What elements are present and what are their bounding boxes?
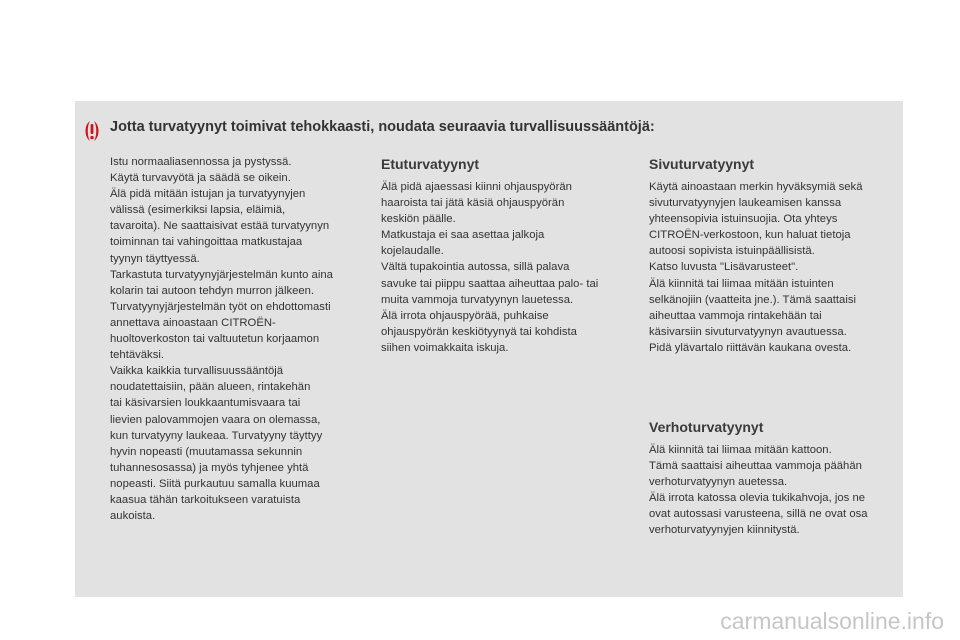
front-airbags-title: Etuturvatyynyt — [381, 156, 480, 172]
general-rules-text: Istu normaaliasennossa ja pystyssä. Käytä turvavyötä ja säädä se oikein. Älä pidä mitään istujan ja turvatyynyjen välissä (esimerkiksi lapsia, eläimiä, tavaroita). Ne saattaisivat estää turvatyynyn toiminnan tai vahingoittaa matkustajaa tyynyn täyttyessä. Tarkastuta turvatyynyjärjestelmän kunto aina kolarin tai autoon tehdyn murron jälkeen. Turvatyynyjärjestelmän työt on ehdottomasti annettava ainoastaan CITROËN- huoltoverkoston tai valtuutetun korjaamon tehtäväksi. Vaikka kaikkia turvallisuussääntöjä noudatettaisiin, pään alueen, rintakehän tai käsivarsien loukkaantumisvaara tai lievien palovammojen vaara on olemassa, kun turvatyyny laukeaa. Turvatyyny täyttyy hyvin nopeasti (muutamassa sekunnin tuhannesosassa) ja myös tyhjenee yhtä nopeasti. Siitä purkautuu samalla kuumaa kaasua tähän tarkoitukseen varatuista aukoista. — [110, 156, 333, 523]
page-heading: Jotta turvatyynyt toimivat tehokkaasti, noudata seuraavia turvallisuussääntöjä: — [110, 119, 655, 135]
front-airbags-text: Älä pidä ajaessasi kiinni ohjauspyörän haaroista tai jätä käsiä ohjauspyörän keskiön päälle. Matkustaja ei saa asettaa jalkoja kojelaudalle. Vältä tupakointia autossa, sillä palava savuke tai piippu saattaa aiheuttaa palo- tai muita vammoja turvatyynyn lauetessa. Älä irrota ohjauspyörää, puhkaise ohjauspyörän keskiötyynyä tai kohdista siihen voimakkaita iskuja. — [381, 181, 599, 354]
warning-icon — [81, 120, 103, 142]
curtain-airbags-text: Älä kiinnitä tai liimaa mitään kattoon. Tämä saattaisi aiheuttaa vammoja päähän verhoturvatyynyn auetessa. Älä irrota katossa olevia tukikahvoja, jos ne ovat autossasi varusteena, sillä ne ovat osa verhoturvatyynyjen kiinnitystä. — [649, 444, 868, 537]
side-airbags-text: Käytä ainoastaan merkin hyväksymiä sekä sivuturvatyynyjen laukeamisen kanssa yhteensopivia istuinsuojia. Ota yhteys CITROËN-verkostoon, kun haluat tietoja autoosi sopivista istuinpäällisistä. Katso luvusta "Lisävarusteet". Älä kiinnitä tai liimaa mitään istuinten selkänojiin (vaatteita jne.). Tämä saattaisi aiheuttaa vammoja rintakehään tai käsivarsiin sivuturvatyynyn avautuessa. Pidä ylävartalo riittävän kaukana ovesta. — [649, 181, 863, 354]
site-watermark: carmanualsonline.info — [720, 608, 944, 634]
side-airbags-title: Sivuturvatyynyt — [649, 156, 755, 172]
curtain-airbags-title: Verhoturvatyynyt — [649, 419, 764, 435]
